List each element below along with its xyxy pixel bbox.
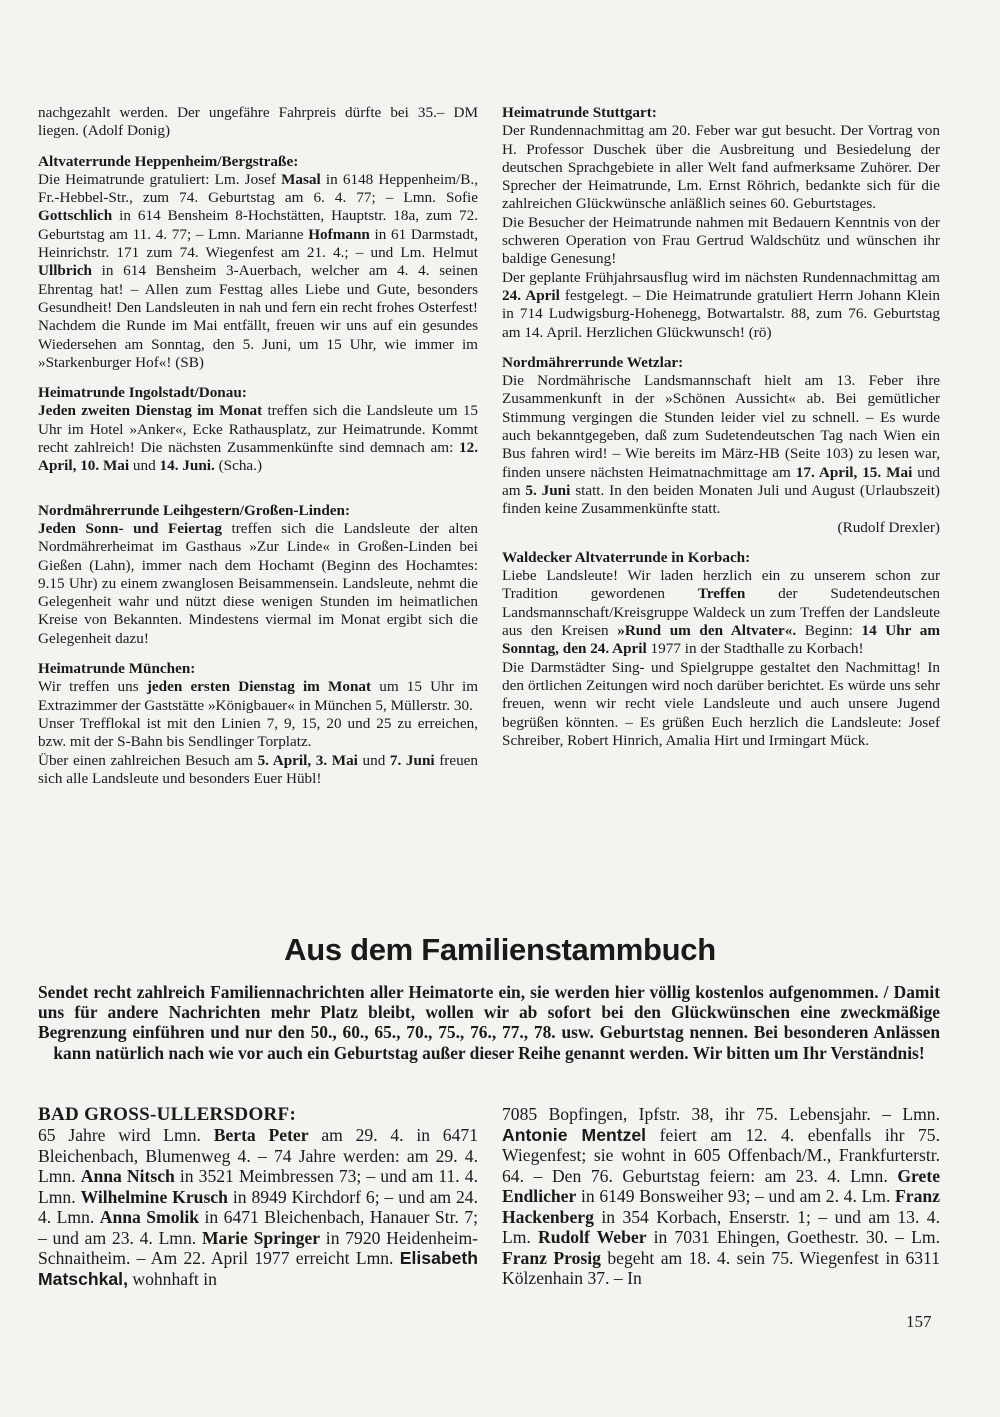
emphasis: 7. Juni [389,751,435,769]
leihgestern-title: Nordmährerrunde Leihgestern/Großen-Linden: [38,501,351,519]
muenchen-text-2: Unser Trefflokal ist mit den Linien 7, 9, 15, 20 und 25 zu erreichen, bzw. mit der S-Bahn bis Sendlinger Torplatz. [38,714,478,751]
heppenheim-title: Altvaterrunde Heppenheim/Bergstraße: [38,152,299,170]
wetzlar-text [502,372,940,518]
text-run: in 6471 Bleichenbach, Hanauer Str. 7; – und am 23. 4. Lmn. [38,1207,478,1248]
text-run: in 614 Bensheim 8-Hochstätten, Hauptstr. 18a, zum 72. Geburtstag am 11. 4. 77; – Lmn. Marianne [38,207,478,243]
name-masal: Masal [281,170,321,188]
text-run: in 6148 Heppenheim/B., Fr.-Hebbel-Str., zum 74. Geburtstag am 6. 4. 77; – Lmn. Sofie [38,170,478,207]
korbach-text-2: Die Darmstädter Sing- und Spielgruppe gestaltet den Nachmittag! In den örtlichen Zeitungen wird noch darüber berichtet. Es würde uns sehr freuen, wenn wir recht viele Landsleute und auch unsere Jugend begrüßen könnten. – Es grüßen Euch herzlich die Landsleute: Josef Schreiber, Robert Hinrich, Amalia Hirt und Irmingart Mück. [502,658,940,749]
text-run: 7085 Bopfingen, Ipfstr. 38, ihr 75. Lebensjahr. – Lmn. [502,1104,940,1124]
stuttgart-text-3 [502,269,940,342]
heppenheim-text [38,171,478,372]
korbach-section [502,549,940,750]
muenchen-title: Heimatrunde München: [38,660,196,678]
text-run: Beginn: [796,622,862,640]
text-run: freuen sich alle Landsleute und besonders Euer Hübl! [38,751,479,787]
person-name: Grete Endlicher [502,1165,940,1206]
text-run: um 15 Uhr im Extrazimmer der Gaststätte »Königbauer« in München 5, Müllerstr. 30. [38,678,479,714]
emphasis: Jeden Sonn- und Feiertag [38,519,222,537]
text-run: Die Nordmährische Landsmannschaft hielt am 13. Feber ihre Zusammenkunft in der »Schönen Aussicht« ab. Bei gemütlicher Stimmung vergingen die Stunden leider viel zu schnell. – Es wurde auch bekanntgegeben, daß zum Sudetendeutschen Tag nach Wien ein Bus fahren wird! – Wie bereits im März-HB (Seite 103) zu lesen war, finden unsere nächsten Heimatnachmittage am [502,372,940,481]
person-name: Franz Prosig [502,1247,601,1268]
emphasis: 24. April [502,286,560,304]
ingolstadt-text [38,402,478,475]
family-text-left [38,1125,478,1289]
text-run: Liebe Landsleute! Wir laden herzlich ein zu unserem schon zur Tradition gewordenen [502,567,940,603]
text-run: und [357,751,390,769]
person-name: Anna Smolik [99,1207,200,1227]
text-run: 1977 in der Stadthalle zu Korbach! [646,640,864,658]
emphasis: Treffen [697,585,746,603]
leihgestern-section [38,502,478,648]
text-run: in 614 Bensheim 3-Auerbach, welcher am 4. 4. seinen Ehrentag hat! – Allen zum Festtag alles Liebe und Gute, besonders Gesundheit! Den Landsleuten in nah und fern ein recht frohes Osterfest! Nachdem die Runde im Mai entfällt, freuen wir uns auf ein gesundes Wiedersehen am Sonntag, den 5. Juni, um 15 Uhr, wie immer im »Starkenburger Hof«! (SB) [38,262,478,371]
emphasis: »Rund um den Altvater«. [617,622,797,640]
text-run: festgelegt. – Die Heimatrunde gratuliert Herrn Johann Klein in 714 Ludwigsburg-Hohenegg, Botwartalstr. 88, zum 76. Geburtstag am 14. April. Herzlichen Glückwunsch! (rö) [502,286,940,341]
right-column [502,104,940,762]
family-text-right [502,1104,940,1289]
family-heading: BAD GROSS-ULLERSDORF: [38,1104,297,1125]
person-name: Berta Peter [213,1125,309,1145]
leihgestern-text [38,520,478,648]
ingolstadt-title: Heimatrunde Ingolstadt/Donau: [38,384,247,402]
family-news-left [38,1104,478,1289]
text-run: Der geplante Frühjahrsausflug wird im nächsten Rundennachmittag am [502,268,940,286]
emphasis: Jeden zweiten Dienstag im Monat [38,402,263,420]
muenchen-section [38,660,478,788]
text-run: am 29. 4. in 6471 Bleichenbach, Blumenweg 4. – 74 Jahre werden: am 29. 4. Lmn. [38,1125,478,1186]
text-run: in 3521 Meimbressen 73; – und am 11. 4. Lmn. [38,1166,478,1207]
stuttgart-text-1: Der Rundennachmittag am 20. Feber war gut besucht. Der Vortrag von H. Professor Duschek über die Ausbreitung und Besiedelung der deutschen Sprachgebiete in aller Welt fand aufmerksame Zuhörer. Der Sprecher der Heimatrunde, Lm. Ernst Röhrich, bedankte sich für die zahlreichen Glückwünsche anläßlich seines 60. Geburtstages. [502,122,940,213]
text-run: in 8949 Kirchdorf 6; – und am 24. 4. Lmn. [38,1186,478,1227]
korbach-text [502,567,940,658]
text-run: wohnhaft in [127,1268,217,1289]
wetzlar-signature: (Rudolf Drexler) [837,518,940,536]
text-run: feiert am 12. 4. ebenfalls ihr 75. Wiegenfest; sie wohnt in 605 Offenbach/M., Frankfurterstr. 64. – Den 76. Geburtstag feiern: am 23. 4. Lmn. [502,1124,940,1186]
stuttgart-text-2: Die Besucher der Heimatrunde nahmen mit Bedauern Kenntnis von der schweren Operation von Frau Gertrud Waldschütz und wünschen ihr baldige Genesung! [502,213,940,268]
person-name: Anna Nitsch [80,1166,175,1186]
text-run: in 354 Korbach, Enserstr. 1; – und am 13. 4. Lm. [502,1206,940,1247]
text-run: und am [502,463,941,499]
person-name: Elisabeth Matschkal, [38,1248,478,1289]
text-run: in 61 Darmstadt, Heinrichstr. 171 zum 74. Wiegenfest am 21. 4.; – und Lm. Helmut [38,225,478,262]
text-run: 65 Jahre wird Lmn. [38,1125,214,1145]
stuttgart-section [502,104,940,342]
name-hofmann: Hofmann [308,225,370,243]
banner-notice: Sendet recht zahlreich Familiennachrichten aller Heimatorte ein, sie werden hier völlig kostenlos aufgenommen. / Damit uns für andere Nachrichten mehr Platz bleibt, wollen wir ab sofort bei den Glückwünschen eine zweckmäßige Begrenzung einführen und nur den 50., 60., 65., 70., 75., 76., 77., 78. usw. Geburtstag nennen. Bei besonderen Anlässen kann natürlich nach wie vor auch ein Geburtstag außer dieser Reihe genannt werden. Wir bitten um Ihr Verständnis! [38,982,940,1063]
text-run: in 7920 Heidenheim-Schnaitheim. – Am 22. April 1977 erreicht Lmn. [38,1227,478,1268]
person-name: Franz Hackenberg [502,1186,940,1227]
wetzlar-title: Nordmährerrunde Wetzlar: [502,353,684,371]
banner-title: Aus dem Familienstammbuch [284,932,716,967]
person-name: Antonie Mentzel [502,1124,647,1145]
text-run: Wir treffen uns [38,678,147,696]
text-run: Über einen zahlreichen Besuch am [38,751,258,769]
ingolstadt-section [38,384,478,475]
emphasis: 5. Juni [525,481,571,499]
emphasis: jeden ersten Dienstag im Monat [146,678,372,696]
intro-section [38,104,478,141]
text-run: in 6149 Bonsweiher 93; – und am 2. 4. Lm. [576,1186,896,1206]
page-number: 157 [906,1312,932,1331]
emphasis: 5. April, 3. Mai [257,751,358,769]
heppenheim-section [38,153,478,373]
text-run: und [129,457,160,475]
name-gottschlich: Gottschlich [38,207,113,225]
text-run: treffen sich die Landsleute um 15 Uhr im Hotel »Anker«, Ecke Rathausplatz, zur Heimatrunde. Kommt recht zahlreich! Die nächsten Zusammenkünfte sind demnach am: [38,402,479,457]
text-run: der Sudetendeutschen Landsmannschaft/Kreisgruppe Waldeck un zum Treffen der Landsleute aus den Kreisen [502,585,940,640]
person-name: Wilhelmine Krusch [80,1186,228,1207]
family-news-right [502,1104,940,1289]
wetzlar-section [502,354,940,537]
name-ullbrich: Ullbrich [38,262,93,280]
muenchen-text-3 [38,752,478,789]
korbach-title: Waldecker Altvaterrunde in Korbach: [502,548,751,566]
stuttgart-title: Heimatrunde Stuttgart: [502,104,657,121]
intro-text: nachgezahlt werden. Der ungefähre Fahrpreis dürfte bei 35.– DM liegen. (Adolf Donig) [38,104,478,140]
text-run: in 7031 Ehingen, Goethestr. 30. – Lm. [646,1227,940,1247]
emphasis: 14. Juni. [159,457,215,475]
left-column [38,104,478,800]
text-run: Die Heimatrunde gratuliert: Lm. Josef [38,170,282,188]
emphasis: 12. April, 10. Mai [38,439,478,475]
muenchen-text [38,678,478,715]
text-run: (Scha.) [214,457,263,475]
emphasis: 14 Uhr am Sonntag, den 24. April [502,622,940,658]
text-run: treffen sich die Landsleute der alten Nordmährerheimat im Gasthaus »Zur Linde« in Großen-Linden bei Gießen (Lahn), immer nach dem Hochamt (Beginn des Hochamtes: 9.15 Uhr) zu einem zwanglosen Beisammensein. Landsleute, nehmt die Gelegenheit wahr und nützt diese wenigen Stunden im heimatlichen Kreise von Bekannten. Mindestens viermal im Monat ergibt sich die Gelegenheit dazu! [38,519,479,647]
text-run: statt. In den beiden Monaten Juli und August (Urlaubszeit) finden keine Zusammenkünfte statt. [502,481,940,518]
text-run: begeht am 18. 4. sein 75. Wiegenfest in 6311 Kölzenhain 37. – In [502,1247,940,1288]
emphasis: 17. April, 15. Mai [795,463,913,481]
person-name: Rudolf Weber [538,1227,647,1247]
person-name: Marie Springer [201,1227,321,1248]
